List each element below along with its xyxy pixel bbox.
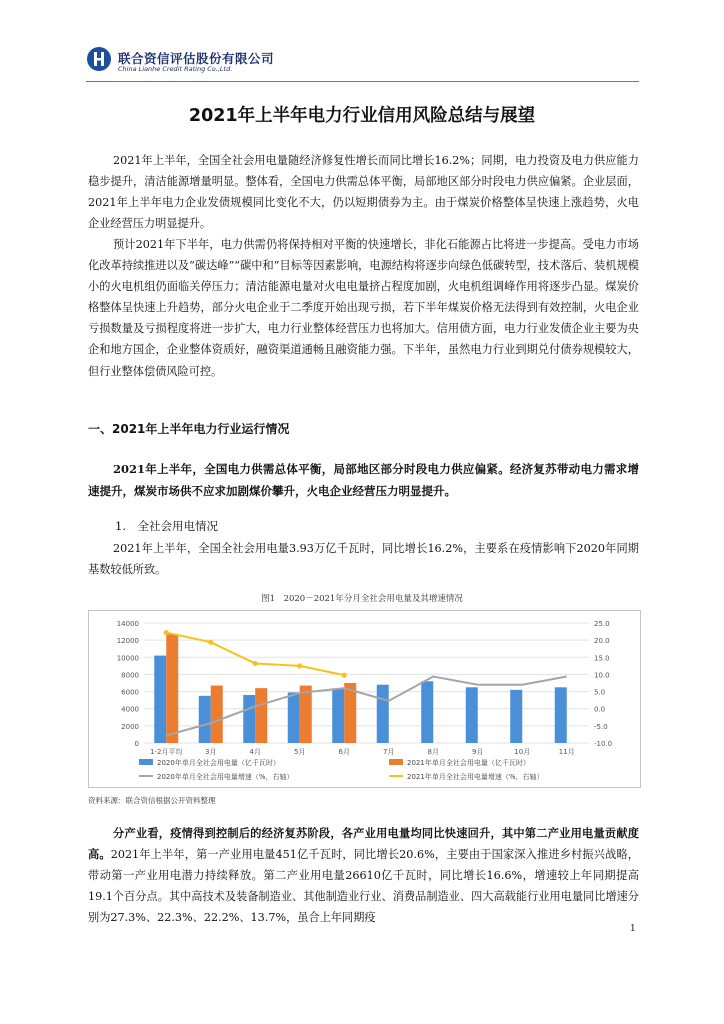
- legend-label: 2020年单月全社会用电量增速（%，右轴）: [157, 773, 294, 781]
- y-tick-left: 8000: [121, 671, 139, 680]
- x-tick-label: 11月: [558, 748, 575, 756]
- y-tick-right: 5.0: [594, 688, 606, 697]
- y-tick-left: 2000: [121, 722, 139, 731]
- bar: [288, 692, 300, 743]
- y-tick-right: 0.0: [594, 705, 606, 714]
- figure-source: 资料来源：联合资信根据公开资料整理: [88, 796, 216, 805]
- company-name-en: China Lianhe Credit Rating Co.,Ltd.: [118, 65, 233, 73]
- summary-paragraph-2: 预计2021年下半年，电力供需仍将保持相对平衡的快速增长，非化石能源占比将进一步提高。受电力市场化改革持续推进以及“碳达峰”“碳中和”目标等因素影响，电源结构将逐步向绿色低碳转型，技术落后、装机规模小的火电机组仍面临关停压力；清洁能源电量对火电电量挤占程度加剧，火电机组调峰作用将逐步凸显。煤炭价格整体呈快速上升趋势，部分火电企业于二季度开始出现亏损，若下半年煤炭价格无法得到有效控制，火电企业亏损数量及亏损程度将进一步扩大，电力行业整体经营压力也将加大。信用债方面，电力行业发债企业主要为央企和地方国企，企业整体资质好，融资渠道通畅且融资能力强。下半年，虽然电力行业到期兑付债券规模较大，但行业整体偿债风险可控。: [88, 238, 639, 378]
- bar: [255, 688, 267, 743]
- y-tick-right: 25.0: [594, 620, 610, 628]
- y-tick-left: 6000: [121, 688, 139, 697]
- bar: [332, 689, 344, 743]
- x-tick-label: 6月: [338, 748, 350, 756]
- y-tick-right: -5.0: [594, 722, 608, 731]
- legend-label: 2020年单月全社会用电量（亿千瓦时）: [157, 759, 280, 767]
- legend-swatch: [139, 759, 153, 765]
- line-point: [164, 630, 169, 635]
- line-point: [208, 640, 213, 645]
- chart-canvas: [89, 611, 640, 787]
- x-tick-label: 4月: [249, 748, 261, 756]
- line-point: [342, 673, 347, 678]
- industry-paragraph: [88, 823, 639, 928]
- x-tick-label: 5月: [294, 748, 306, 756]
- industry-body: 2021年上半年，第一产业用电量451亿千瓦时，同比增长20.6%，主要由于国家深入推进乡村振兴战略，带动第一产业用电潜力持续释放。第二产业用电量26610亿千瓦时，同比增长16.6%，增速较上年同期提高19.1个百分点。其中高技术及装备制造业、其他制造业行业、消费品制造业、四大高载能行业用电量同比增速分别为27.3%、22.3%、22.2%、13.7%，虽合上年同期疫: [88, 848, 639, 925]
- figure-caption: 图1 2020－2021年分月全社会用电量及其增速情况: [261, 594, 463, 604]
- bar: [510, 690, 522, 743]
- company-name-cn: 联合资信评估股份有限公司: [118, 51, 275, 66]
- y-tick-right: 15.0: [594, 654, 610, 663]
- header-divider: [86, 81, 639, 82]
- x-tick-label: 10月: [514, 748, 531, 756]
- electricity-usage-paragraph: 2021年上半年，全国全社会用电量3.93万亿千瓦时，同比增长16.2%，主要系在疫情影响下2020年同期基数较低所致。: [88, 542, 639, 577]
- bar: [154, 656, 166, 743]
- section-bold-summary: 2021年上半年，全国电力供需总体平衡，局部地区部分时段电力供应偏紧。经济复苏带动电力需求增速提升，煤炭市场供不应求加剧煤价攀升，火电企业经营压力明显提升。: [88, 462, 639, 498]
- y-tick-right: 20.0: [594, 637, 610, 646]
- x-tick-label: 8月: [427, 748, 439, 756]
- bar: [466, 687, 478, 743]
- bar: [166, 634, 178, 743]
- bar: [421, 681, 433, 743]
- x-tick-label: 7月: [383, 748, 395, 756]
- bar: [211, 686, 223, 743]
- page-title: 2021年上半年电力行业信用风险总结与展望: [188, 106, 536, 126]
- y-tick-left: 4000: [121, 705, 139, 714]
- bar: [199, 696, 211, 743]
- section-heading-1: 一、2021年上半年电力行业运行情况: [88, 422, 290, 436]
- legend-label: 2021年单月全社会用电量增速（%，右轴）: [407, 773, 544, 781]
- bar: [555, 687, 567, 743]
- summary-paragraph-1: 2021年上半年，全国全社会用电量随经济修复性增长而同比增长16.2%；同期，电力投资及电力供应能力稳步提升，清洁能源增量明显。整体看，全国电力供需总体平衡，局部地区部分时段电力供应偏紧。企业层面，2021年上半年电力企业发债规模同比变化不大，仍以短期债券为主。由于煤炭价格整体呈快速上涨趋势，火电企业经营压力明显提升。: [88, 154, 639, 231]
- legend-label: 2021年单月全社会用电量（亿千瓦时）: [407, 759, 530, 767]
- industry-bold-lead: 分产业看，疫情得到控制后的经济复苏阶段，各产业用电量均同比快速回升，其中第二产业用电量贡献度高。: [88, 826, 639, 862]
- monthly-electricity-chart: [88, 610, 641, 788]
- legend-swatch: [389, 759, 403, 765]
- subsection-heading-1: 1. 全社会用电情况: [115, 519, 218, 533]
- x-tick-label: 1-2月平均: [150, 748, 183, 756]
- x-tick-label: 3月: [205, 748, 217, 756]
- y-tick-left: 0: [134, 740, 139, 748]
- series-line: [166, 676, 567, 735]
- bar: [300, 686, 312, 743]
- y-tick-left: 10000: [116, 654, 139, 663]
- page-header: [86, 44, 646, 78]
- series-line: [166, 633, 344, 676]
- x-tick-label: 9月: [472, 748, 484, 756]
- page-number: 1: [630, 924, 636, 934]
- y-tick-right: 10.0: [594, 671, 610, 680]
- bar: [243, 695, 255, 743]
- lianhe-logo-icon: [86, 46, 112, 72]
- line-point: [297, 663, 302, 668]
- y-tick-left: 12000: [116, 637, 139, 646]
- y-tick-right: -10.0: [594, 740, 613, 748]
- line-point: [253, 661, 258, 666]
- y-tick-left: 14000: [116, 620, 139, 628]
- bar: [377, 685, 389, 743]
